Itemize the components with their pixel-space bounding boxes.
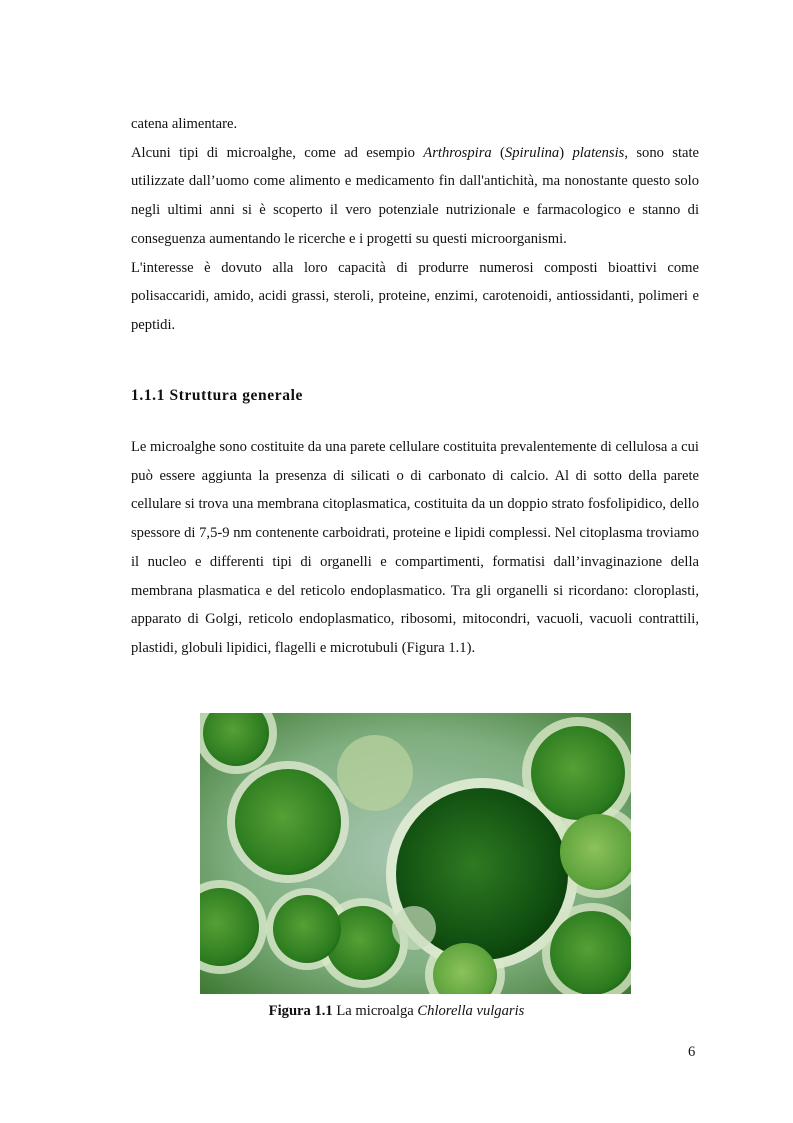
cell	[273, 895, 341, 963]
figure-image-chlorella	[200, 713, 631, 994]
intro-paragraph-end: catena alimentare.	[131, 116, 238, 132]
page-number: 6	[688, 1044, 696, 1060]
species-name: platensis	[572, 144, 625, 161]
species-name: Chlorella vulgaris	[417, 1003, 525, 1019]
intro-paragraph-uses: Alcuni tipi di microalghe, come ad esempio Arthrospira (Spirulina) platensis, sono state utilizzate dall’uomo come alimento e medicamento fin dall'antichità, ma nonostante questo solo negli ultimi anni si è scoperto il vero potenziale nutrizionale e farmacologico e stanno di conseguenza aumentando le ricerche e i progetti su questi microorganismi.	[131, 144, 700, 247]
cell	[337, 735, 413, 811]
figure-caption: Figura 1.1 La microalga Chlorella vulgaris	[268, 1003, 525, 1019]
cell	[235, 769, 341, 875]
figure-label: Figura 1.1	[268, 1003, 333, 1019]
species-name: Spirulina	[504, 144, 560, 161]
cell	[392, 906, 436, 950]
intro-paragraph-bioactive: L'interesse è dovuto alla loro capacità di produrre numerosi composti bioattivi come polisaccaridi, amido, acidi grassi, steroli, proteine, enzimi, carotenoidi, antiossidanti, polimeri e peptidi.	[131, 259, 699, 333]
cell	[531, 726, 625, 820]
section-body	[131, 433, 699, 663]
section-heading: 1.1.1 Struttura generale	[131, 387, 303, 404]
intro-text	[131, 110, 699, 340]
micrograph-illustration	[200, 713, 631, 994]
species-name: Arthrospira	[423, 144, 492, 161]
section-paragraph: Le microalghe sono costituite da una parete cellulare costituita prevalentemente di cellulosa a cui può essere aggiunta la presenza di silicati o di carbonato di calcio. Al di sotto della parete cellulare si trova una membrana citoplasmatica, costituita da un doppio strato fosfolipidico, dello spessore di 7,5-9 nm contenente carboidrati, proteine e lipidi complessi. Nel citoplasma troviamo il nucleo e differenti tipi di organelli e compartimenti, formatisi dall’invaginazione della membrana plasmatica e del reticolo endoplasmatico. Tra gli organelli si ricordano: cloroplasti, apparato di Golgi, reticolo endoplasmatico, ribosomi, mitocondri, vacuoli, vacuoli contrattili, plastidi, globuli lipidici, flagelli e microtubuli (Figura 1.1).	[131, 439, 699, 656]
